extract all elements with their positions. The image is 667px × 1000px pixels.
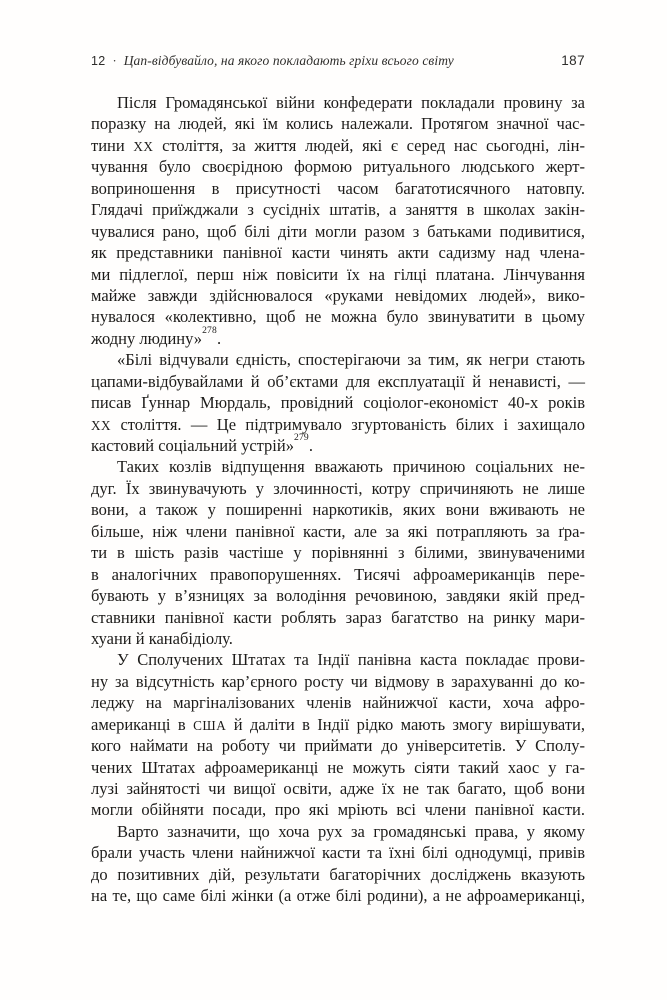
text-line: Після Громадянської війни конфедерати покладали провину за: [117, 93, 585, 112]
text-line: воприношення в присутності часом багатотисячного натовпу.: [91, 178, 585, 198]
text-line: «Білі відчували єдність, спостерігаючи за тим, як негри стають: [117, 350, 585, 370]
text-line: XX століття. — Це підтримувало згуртованість білих і захищало: [91, 414, 585, 434]
page-number: 187: [561, 53, 585, 68]
text-line: Варто зазначити, що хоча рух за громадянські права, у якому: [117, 821, 585, 841]
running-head: [91, 53, 585, 69]
text-line: брали участь члени найнижчої касти та їхні білі однодумці, привів: [91, 843, 585, 863]
text-line: леджу на маргіналізованих членів найнижчої касти, хоча афро-: [91, 693, 585, 713]
text-line: дуг. Їх звинувачують у злочинності, котру спричиняють не лише: [91, 478, 585, 498]
text-line: ти в шість разів частіше у порівнянні з білими, звинуваченими: [91, 543, 585, 563]
text-line: на те, що саме білі жінки (а отже білі родини), а не афроамериканці,: [91, 886, 585, 906]
text-line: Таких козлів відпущення вважають причиною соціальних не-: [117, 457, 585, 477]
text-line: цапами-відбувайлами й об’єктами для експлуатації й ненависті, —: [91, 371, 585, 391]
text-line: в аналогічних правопорушеннях. Тисячі афроамериканців пере-: [91, 564, 585, 584]
text-line: поразку на людей, які їм колись належали. Протягом значної час-: [91, 114, 585, 134]
text-line: кого наймати на роботу чи приймати до університетів. У Сполу-: [91, 736, 585, 756]
footnote-reference: 278: [202, 325, 217, 337]
text-block: [91, 92, 585, 907]
text-line: вони, а також у поширенні наркотиків, яких вони вживають не: [91, 500, 585, 520]
paragraph: [91, 92, 585, 349]
text-line: до позитивних дій, результати багаторічних досліджень вказують: [91, 864, 585, 884]
paragraph: [91, 456, 585, 649]
header-separator-dot: ·: [112, 54, 117, 68]
text-line: хуани й канабідіолу.: [91, 628, 233, 648]
text-line: писав Ґуннар Мюрдаль, провідний соціолог-економіст 40-х років: [91, 393, 585, 413]
paragraph: [91, 821, 585, 907]
text-line: У Сполучених Штатах та Індії панівна каста покладає прови-: [117, 650, 585, 670]
text-line: тини XX століття, за життя людей, які є серед нас сьогодні, лін-: [91, 135, 585, 155]
text-line: американці в США й даліти в Індії рідко мають змогу вирішувати,: [91, 714, 585, 734]
text-line: бувають у в’язницях за володіння речовиною, завдяки якій пред-: [91, 586, 585, 606]
small-caps-text: США: [193, 717, 227, 733]
text-line: ставники панівної касти роблять зараз багатство на ринку мари-: [91, 607, 585, 627]
paragraph: [91, 649, 585, 821]
text-line: більше, ніж члени панівної касти, але за які потрапляють за ґра-: [91, 521, 585, 541]
text-line: жодну людину»$^{278}$.: [91, 325, 222, 348]
text-line: могли обійняти посади, про які мріють всі члени панівної касти.: [91, 800, 585, 820]
text-line: ми підлеглої, перш ніж повісити їх на гілці платана. Лінчування: [91, 264, 585, 284]
text-line: Глядачі приїжджали з сусідніх штатів, а заняття в школах закін-: [91, 200, 585, 220]
text-line: кастовий соціальний устрій»$^{279}$.: [91, 432, 314, 455]
text-line: нувалося «колективно, щоб не можна було звинуватити в цьому: [91, 307, 585, 327]
footnote-reference: 279: [293, 432, 309, 444]
text-line: чувалися рано, щоб білі діти могли разом з батьками подивитися,: [91, 221, 585, 241]
chapter-title: Цап-відбувайло, на якого покладають гріхи всього світу: [123, 53, 454, 68]
small-caps-text: XX: [91, 417, 112, 433]
text-line: майже завжди здійснювалося «руками невідомих людей», вико-: [91, 285, 585, 305]
text-line: чування було своєрідною формою ритуального людського жерт-: [91, 157, 585, 177]
text-line: чених Штатах афроамериканці не можуть сіяти такий хаос у га-: [91, 757, 585, 777]
paragraph: [91, 349, 585, 456]
chapter-number: 12: [91, 54, 106, 68]
text-line: лузі зайнятості чи вищої освіти, адже їх не так багато, щоб вони: [91, 779, 585, 798]
small-caps-text: XX: [133, 138, 154, 154]
text-line: як представники панівної касти чинять акти садизму над члена-: [91, 243, 585, 263]
text-line: ну за відсутність кар’єрного росту чи відмову в зарахуванні до ко-: [91, 671, 585, 691]
